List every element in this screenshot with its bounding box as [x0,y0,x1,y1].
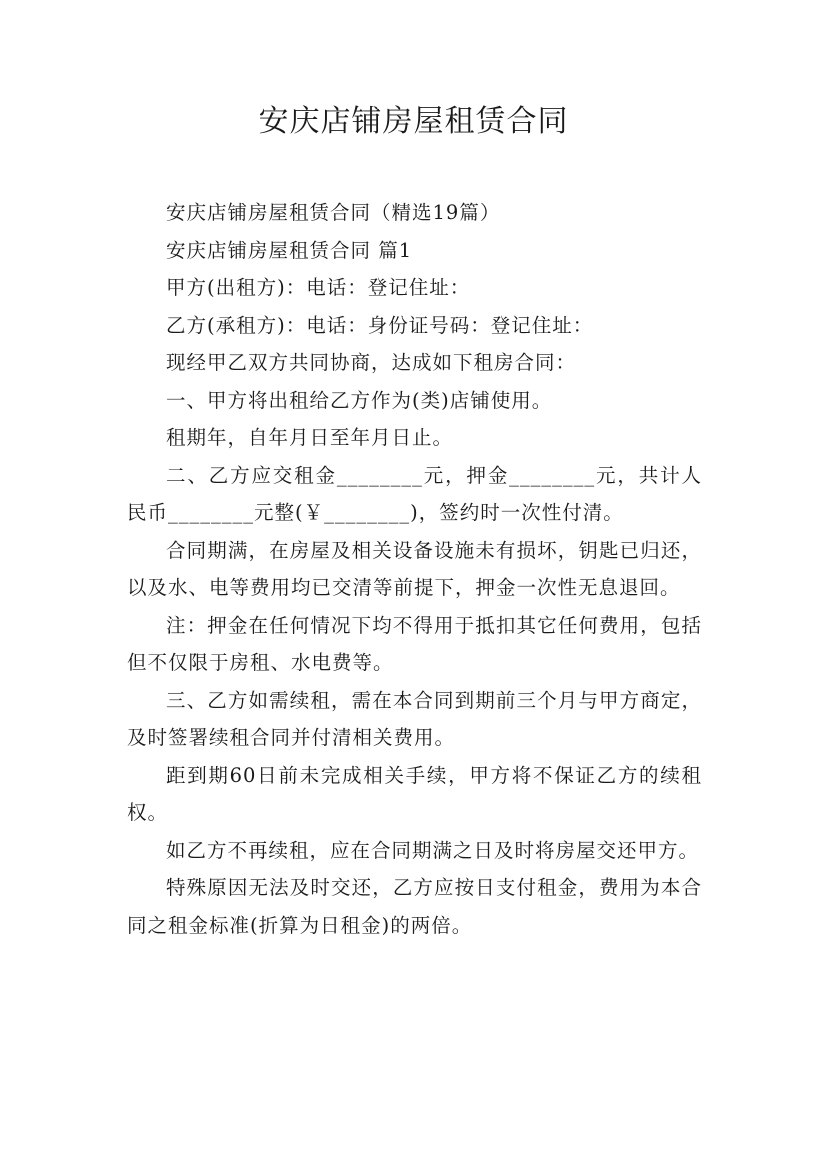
paragraph-deposit-note: 注：押金在任何情况下均不得用于抵扣其它任何费用，包括但不仅限于房租、水电费等。 [127,613,702,674]
paragraph-agreement-intro: 现经甲乙双方共同协商，达成如下租房合同： [166,351,577,374]
paragraph-clause-3: 三、乙方如需续租，需在本合同到期前三个月与甲方商定，及时签署续租合同并付清相关费用。 [127,688,702,749]
paragraph-section-heading: 安庆店铺房屋租赁合同 篇1 [166,238,413,262]
paragraph-deposit-return: 合同期满，在房屋及相关设备设施未有损坏，钥匙已归还，以及水、电等费用均已交清等前提下，押金一次性无息退回。 [127,538,702,599]
paragraph-renewal-deadline: 距到期60日前未完成相关手续，甲方将不保证乙方的续租权。 [127,763,702,824]
paragraph-party-b: 乙方(承租方)：电话：身份证号码：登记住址： [166,313,594,337]
paragraph-clause-1: 一、甲方将出租给乙方作为(类)店铺使用。 [166,388,553,412]
paragraph-party-a: 甲方(出租方)：电话：登记住址： [166,276,471,299]
paragraph-late-return: 特殊原因无法及时交还，乙方应按日支付租金，费用为本合同之租金标准(折算为日租金)的两倍。 [127,876,702,937]
document-body [127,194,702,944]
paragraph-no-renewal: 如乙方不再续租，应在合同期满之日及时将房屋交还甲方。 [166,838,700,862]
paragraph-lease-term: 租期年，自年月日至年月日止。 [166,426,454,449]
document-title: 安庆店铺房屋租赁合同 [258,104,569,139]
paragraph-subtitle: 安庆店铺房屋租赁合同（精选19篇） [166,201,501,224]
paragraph-clause-2: 二、乙方应交租金________元，押金________元，共计人民币________元整(￥________)，签约时一次性付清。 [127,463,702,524]
